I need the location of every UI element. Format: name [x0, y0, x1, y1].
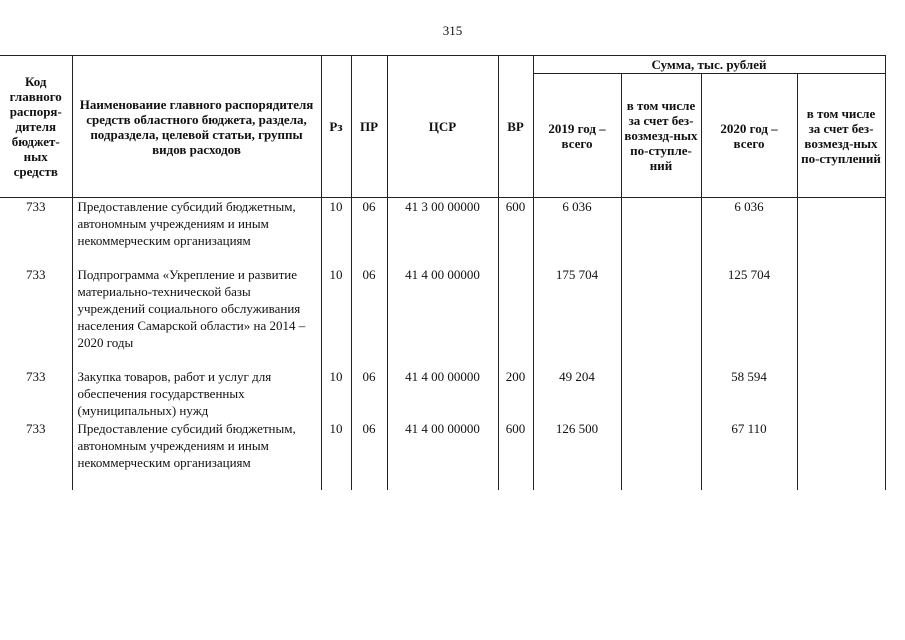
cell-csr: 41 3 00 00000	[387, 198, 498, 266]
cell-grants-2019	[621, 266, 701, 368]
table-header	[0, 56, 885, 198]
cell-pr: 06	[351, 266, 387, 368]
cell-vr: 600	[498, 198, 533, 266]
cell-pr: 06	[351, 420, 387, 490]
cell-code: 733	[0, 198, 72, 266]
cell-total-2019: 175 704	[533, 266, 621, 368]
cell-grants-2020	[797, 266, 885, 368]
cell-name: Предоставление субсидий бюджетным, автономным учреждениям и иным некоммерческим организациям	[72, 420, 321, 490]
header-code: Код главного распоря-дителя бюджет-ных средств	[0, 56, 72, 198]
header-csr: ЦСР	[387, 56, 498, 198]
cell-grants-2019	[621, 198, 701, 266]
cell-grants-2020	[797, 368, 885, 420]
cell-code: 733	[0, 420, 72, 490]
cell-total-2020: 58 594	[701, 368, 797, 420]
cell-grants-2020	[797, 420, 885, 490]
cell-total-2019: 49 204	[533, 368, 621, 420]
cell-vr	[498, 266, 533, 368]
header-grants-2019: в том числе за счет без-возмезд-ных по-ступле-ний	[621, 74, 701, 198]
table-row	[0, 420, 885, 490]
page-number: 315	[442, 23, 463, 38]
header-grants-2020: в том числе за счет без-возмезд-ных по-ступлений	[797, 74, 885, 198]
header-total-2020: 2020 год – всего	[701, 74, 797, 198]
cell-rz: 10	[321, 420, 351, 490]
table-body	[0, 198, 885, 490]
header-vr: ВР	[498, 56, 533, 198]
cell-name: Закупка товаров, работ и услуг для обеспечения государственных (муниципальных) нужд	[72, 368, 321, 420]
header-total-2019: 2019 год – всего	[533, 74, 621, 198]
cell-vr: 200	[498, 368, 533, 420]
cell-rz: 10	[321, 368, 351, 420]
cell-rz: 10	[321, 198, 351, 266]
cell-csr: 41 4 00 00000	[387, 266, 498, 368]
cell-pr: 06	[351, 368, 387, 420]
cell-csr: 41 4 00 00000	[387, 420, 498, 490]
header-rz: Рз	[321, 56, 351, 198]
cell-vr: 600	[498, 420, 533, 490]
cell-total-2019: 6 036	[533, 198, 621, 266]
cell-csr: 41 4 00 00000	[387, 368, 498, 420]
table-row	[0, 368, 885, 420]
cell-total-2020: 125 704	[701, 266, 797, 368]
table-row	[0, 198, 885, 266]
cell-grants-2020	[797, 198, 885, 266]
budget-table	[0, 55, 886, 490]
cell-code: 733	[0, 266, 72, 368]
cell-pr: 06	[351, 198, 387, 266]
header-pr: ПР	[351, 56, 387, 198]
cell-grants-2019	[621, 420, 701, 490]
cell-name: Подпрограмма «Укрепление и развитие материально-технической базы учреждений социального обслуживания населения Самарской области» на 2014 – 2020 годы	[72, 266, 321, 368]
header-name: Наименоваиие главного распорядителя средств областного бюджета, раздела, подраздела, целевой статьи, группы видов расходов	[72, 56, 321, 198]
cell-total-2020: 67 110	[701, 420, 797, 490]
table-row	[0, 266, 885, 368]
cell-code: 733	[0, 368, 72, 420]
cell-grants-2019	[621, 368, 701, 420]
cell-name: Предоставление субсидий бюджетным, автономным учреждениям и иным некоммерческим организациям	[72, 198, 321, 266]
cell-rz: 10	[321, 266, 351, 368]
header-sum-group: Сумма, тыс. рублей	[533, 56, 885, 74]
cell-total-2020: 6 036	[701, 198, 797, 266]
cell-total-2019: 126 500	[533, 420, 621, 490]
